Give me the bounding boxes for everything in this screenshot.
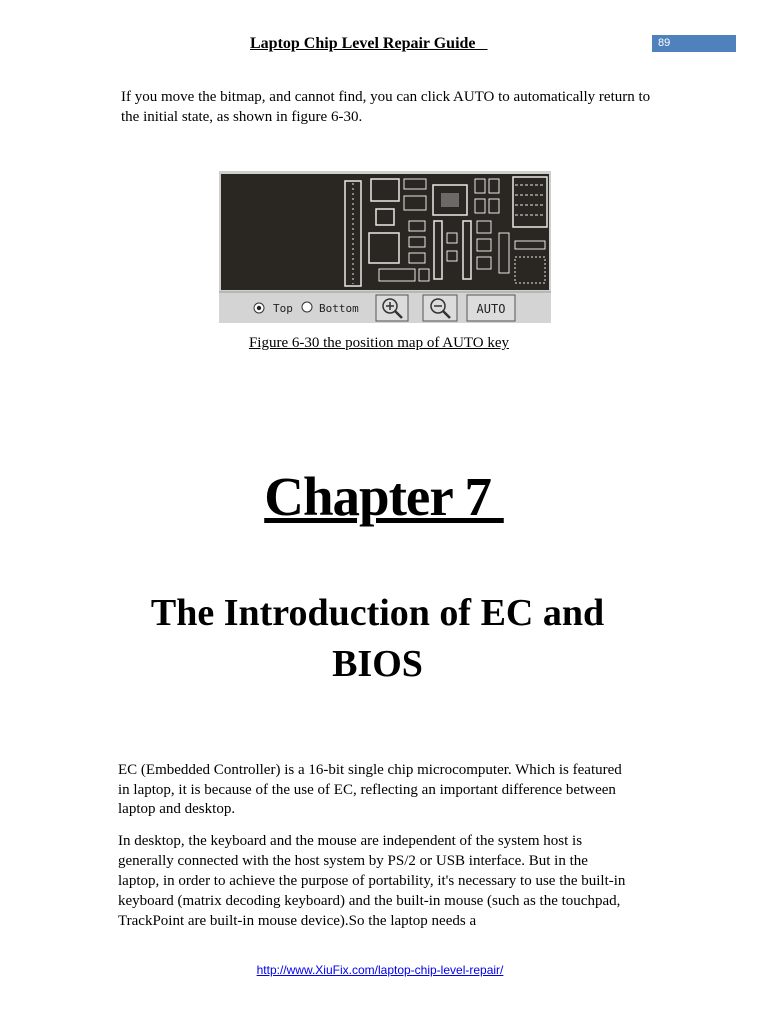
auto-button-label: AUTO [476,302,506,316]
pcb-bitmap-image [219,171,551,323]
paragraph-desktop: In desktop, the keyboard and the mouse are independent of the system host is generally connected with the host system by PS/2 or USB interface. But in the laptop, in order to achieve the purpose of portability, it's necessary to use the built-in keyboard (matrix decoding keyboard) and the built-in mouse (such as the touchpad, TrackPoint are built-in mouse device).So the laptop needs a [118,833,626,929]
chapter-title: The Introduction of EC and BIOS [150,592,605,685]
figure-bitmap-screenshot [219,171,551,323]
radio-bottom-label: Bottom [319,302,359,315]
chapter-heading: Chapter 7 [264,466,504,527]
paragraph-auto: If you move the bitmap, and cannot find, you can click AUTO to automatically return to the initial state, as shown in figure 6-30. [121,89,651,125]
bottom-radio-icon [302,302,312,312]
footer-link[interactable]: http://www.XiuFix.com/laptop-chip-level-repair/ [256,963,504,977]
running-header-title: Laptop Chip Level Repair Guide [250,35,488,52]
page-number-badge: 89 [652,35,736,52]
radio-top-label: Top [273,302,293,315]
figure-caption: Figure 6-30 the position map of AUTO key [248,335,510,351]
paragraph-ec: EC (Embedded Controller) is a 16-bit single chip microcomputer. Which is featured in laptop, it is because of the use of EC, reflecting an important difference between laptop and desktop. [118,762,622,817]
